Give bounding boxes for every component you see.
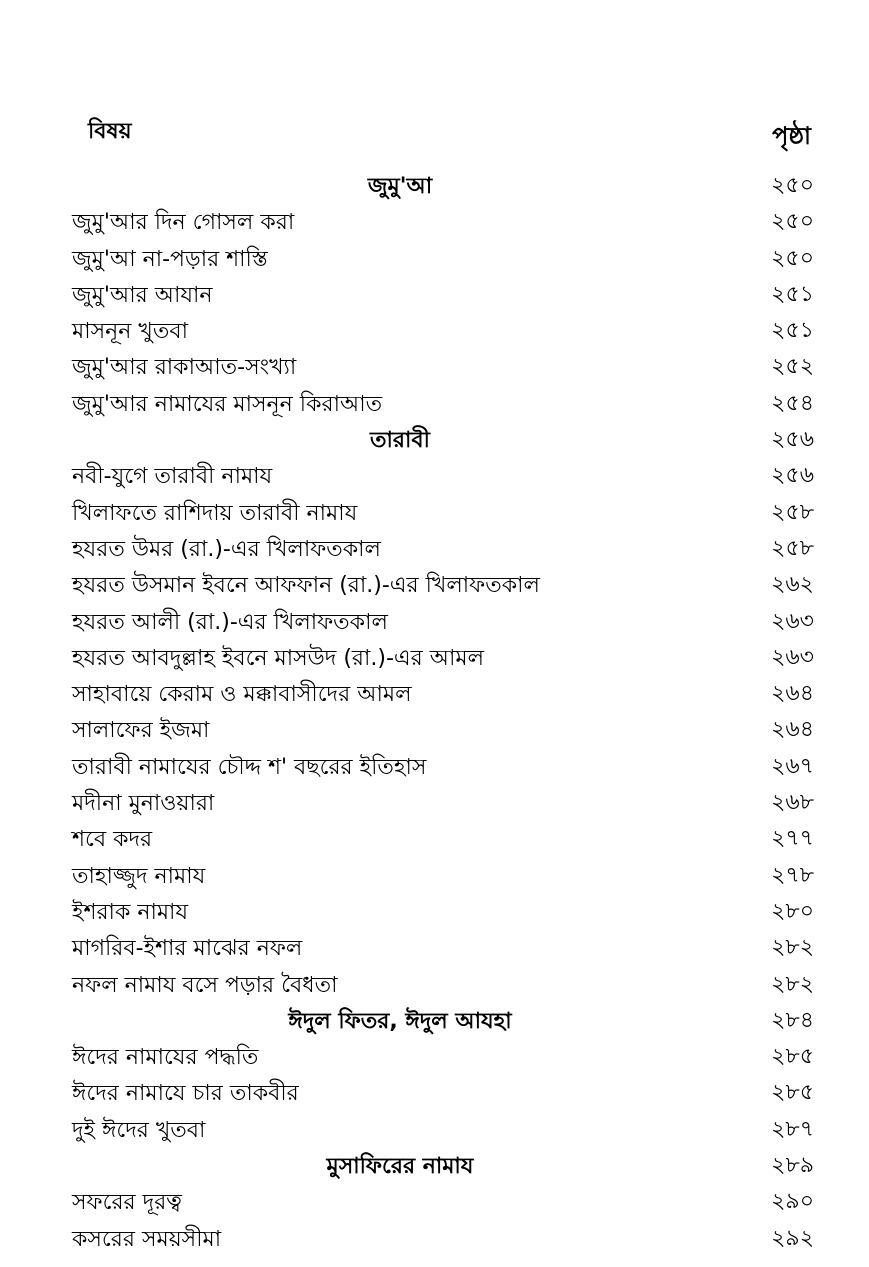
toc-entry: [0, 311, 869, 347]
toc-entry: [0, 710, 869, 746]
toc-entry: [0, 1219, 869, 1255]
toc-entry: [0, 783, 869, 819]
page-number: ২৫০: [771, 245, 814, 271]
page-number: ২৫১: [771, 318, 814, 344]
page-number: ২৭৮: [771, 862, 814, 888]
page-number: ২৯০: [771, 1189, 814, 1215]
page-number: ২৮২: [771, 971, 814, 997]
entry-title: হযরত আলী (রা.)-এর খিলাফতকাল: [72, 609, 388, 635]
entry-title: জুমু'আর নামাযের মাসনূন কিরাআত: [72, 391, 383, 417]
page-header: পৃষ্ঠা: [772, 122, 811, 150]
page-number: ২৮৪: [771, 1007, 814, 1033]
toc-entry: [0, 1073, 869, 1109]
entry-title: ঈদের নামাযের পদ্ধতি: [72, 1045, 259, 1071]
toc-entry: [0, 1110, 869, 1146]
entry-title: জুমু'আর আযান: [72, 282, 213, 308]
entry-title: হযরত উমর (রা.)-এর খিলাফতকাল: [72, 536, 381, 562]
page-number: ২৫৮: [771, 535, 814, 561]
entry-title: মাগরিব-ইশার মাঝের নফল: [72, 936, 303, 962]
page-number: ২৭৭: [771, 826, 814, 852]
page-number: ২৫২: [771, 354, 814, 380]
entry-title: মাসনূন খুতবা: [72, 319, 188, 345]
page-number: ২৫০: [771, 173, 814, 198]
entry-title: সালাফের ইজমা: [72, 718, 210, 744]
entry-title: দুই ঈদের খুতবা: [72, 1117, 206, 1143]
toc-entry: [0, 347, 869, 383]
toc-entry: [0, 1182, 869, 1218]
entry-title: নবী-যুগে তারাবী নামায: [72, 464, 273, 490]
toc-entry: [0, 1037, 869, 1073]
toc-section-heading: [0, 420, 869, 456]
entry-title: হযরত আবদুল্লাহ ইবনে মাসউদ (রা.)-এর আমল: [72, 645, 485, 671]
entry-title: ঈদের নামাযে চার তাকবীর: [72, 1081, 299, 1107]
page-number: ২৫৬: [771, 463, 814, 489]
toc-section-heading: [0, 1146, 869, 1182]
entry-title: সাহাবায়ে কেরাম ও মক্কাবাসীদের আমল: [72, 682, 412, 708]
entry-title: হযরত উসমান ইবনে আফফান (রা.)-এর খিলাফতকাল: [72, 573, 540, 599]
entry-title: তাহাজ্জুদ নামায: [72, 863, 206, 889]
page-number: ২৬৩: [771, 608, 814, 634]
page-number: ২৬৩: [771, 644, 814, 670]
subject-header: বিষয়: [88, 119, 132, 144]
section-title: মুসাফিরের নামায: [326, 1154, 474, 1180]
toc-entry: [0, 239, 869, 275]
entry-title: জুমু'আ না-পড়ার শাস্তি: [72, 246, 268, 272]
page-number: ২৮২: [771, 935, 814, 961]
toc-entry: [0, 747, 869, 783]
page-number: ২৫১: [771, 281, 814, 307]
toc-entry: [0, 565, 869, 601]
toc-entry: [0, 493, 869, 529]
toc-entry: [0, 819, 869, 855]
toc-section-heading: [0, 166, 869, 202]
entry-title: নফল নামায বসে পড়ার বৈধতা: [72, 972, 338, 998]
page-number: ২৫৪: [771, 390, 814, 416]
page-number: ২৫০: [771, 209, 814, 235]
entry-title: শবে কদর: [72, 827, 153, 853]
page-number: ২৬৮: [771, 790, 814, 816]
entry-title: খিলাফতে রাশিদায় তারাবী নামায: [72, 500, 358, 526]
toc-entry: [0, 638, 869, 674]
section-title: ঈদুল ফিতর, ঈদুল আযহা: [288, 1008, 512, 1034]
toc-entry: [0, 965, 869, 1001]
toc-entry: [0, 202, 869, 238]
toc-entry: [0, 674, 869, 710]
page-number: ২৬২: [771, 572, 814, 598]
page-number: ২৮০: [771, 898, 814, 924]
entry-title: জুমু'আর দিন গোসল করা: [72, 210, 295, 236]
entry-title: মদীনা মুনাওয়ারা: [72, 791, 215, 817]
toc-entry: [0, 529, 869, 565]
toc-entry: [0, 856, 869, 892]
page-number: ২৬৪: [771, 717, 814, 743]
toc-entry: [0, 928, 869, 964]
page-number: ২৬৭: [771, 753, 814, 779]
page-number: ২৮৭: [771, 1116, 814, 1142]
entry-title: কসরের সময়সীমা: [72, 1226, 222, 1252]
page-number: ২৮৫: [771, 1044, 814, 1070]
entry-title: জুমু'আর রাকাআত-সংখ্যা: [72, 355, 297, 381]
entry-title: তারাবী নামাযের চৌদ্দ শ' বছরের ইতিহাস: [72, 754, 427, 780]
page-number: ২৫৮: [771, 499, 814, 525]
page-number: ২৮৯: [771, 1153, 814, 1179]
page-number: ২৮৫: [771, 1080, 814, 1106]
entry-title: ইশরাক নামায: [72, 899, 189, 925]
toc-entry: [0, 602, 869, 638]
section-title: তারাবী: [370, 428, 430, 454]
toc-entry: [0, 384, 869, 420]
toc-entry: [0, 456, 869, 492]
toc-list: [0, 166, 869, 1255]
entry-title: সফরের দূরত্ব: [72, 1190, 182, 1216]
toc-section-heading: [0, 1001, 869, 1037]
page-number: ২৬৪: [771, 681, 814, 707]
page-number: ২৯২: [771, 1225, 814, 1251]
section-title: জুমু'আ: [367, 174, 433, 199]
page-number: ২৫৬: [771, 427, 814, 453]
toc-entry: [0, 892, 869, 928]
toc-entry: [0, 275, 869, 311]
